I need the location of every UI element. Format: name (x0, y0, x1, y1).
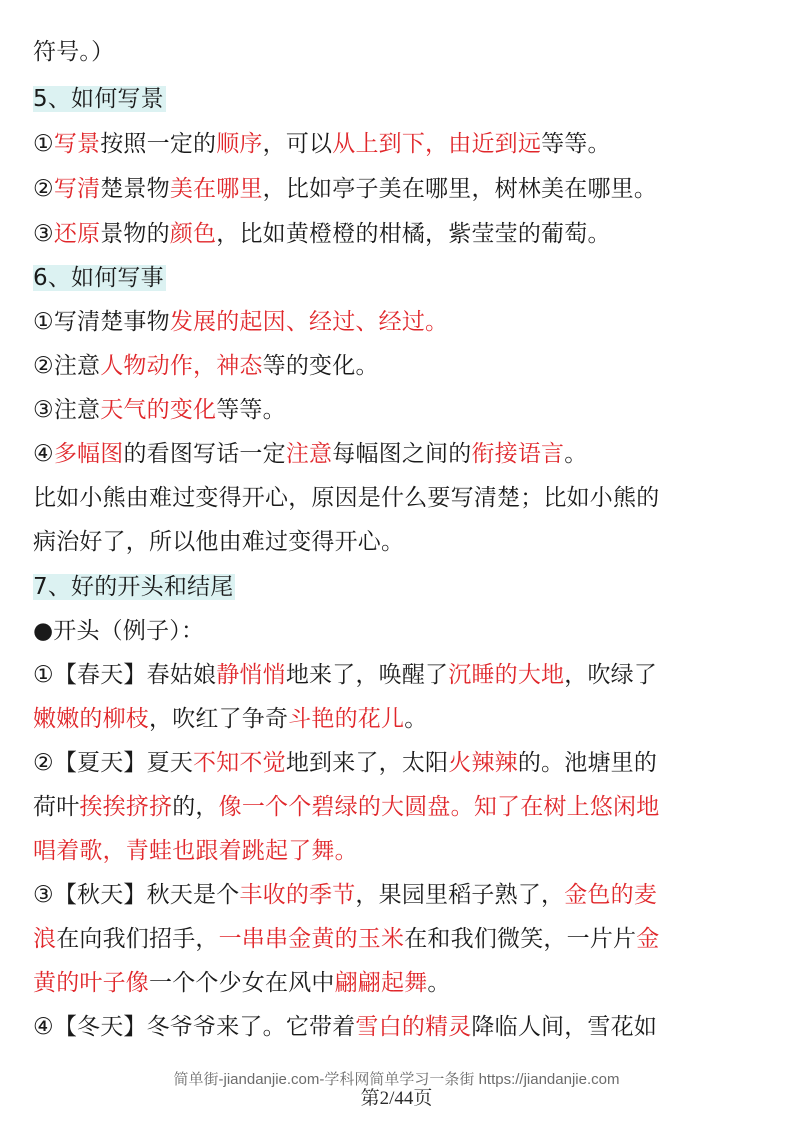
text-line (33, 167, 657, 211)
text-line (33, 520, 404, 564)
highlighted-phrase: 翩翩起舞 (334, 970, 428, 996)
highlighted-phrase: 挨挨挤挤 (79, 794, 173, 820)
highlighted-phrase: 人物动作，神态 (100, 353, 263, 379)
text-segment: ，果园里稻子熟了， (355, 882, 565, 908)
highlighted-phrase: 金 (636, 926, 660, 952)
text-segment: 。 (404, 706, 428, 732)
highlighted-phrase: 天气的变化 (100, 397, 217, 423)
text-segment: 7、好的开头和结尾 (33, 574, 234, 600)
text-segment: 一个个少女在风中 (149, 970, 335, 996)
text-segment: 荷叶 (33, 794, 80, 820)
text-line (33, 432, 587, 476)
highlighted-phrase: 顺序 (216, 131, 263, 157)
highlighted-phrase: 颜色 (169, 221, 217, 247)
section-heading (33, 256, 166, 300)
text-segment: ②注意 (33, 353, 101, 379)
text-line (33, 476, 659, 520)
highlighted-phrase: 衔接语言 (471, 441, 565, 467)
text-segment: 符号。） (33, 39, 115, 65)
section-heading (33, 565, 235, 609)
highlighted-phrase: 多幅图 (53, 441, 124, 467)
footer-watermark: 简单街-jiandanjie.com-学科网简单学习一条街 https://jiandanjie.com (173, 1071, 620, 1088)
highlighted-phrase: 发展的起因、经过、经过。 (169, 309, 449, 335)
text-line (33, 344, 379, 388)
highlighted-phrase: 丰收的季节 (239, 882, 356, 908)
text-segment: 等等。 (541, 131, 611, 157)
text-line (33, 122, 611, 166)
text-segment: 等的变化。 (262, 353, 379, 379)
highlighted-phrase: 美在哪里 (169, 176, 263, 202)
highlighted-phrase: 写清 (53, 176, 101, 202)
text-segment: 在向我们招手， (56, 926, 219, 952)
highlighted-phrase: 金色的麦 (564, 882, 658, 908)
text-line (33, 30, 114, 74)
highlighted-phrase: 静悄悄 (216, 662, 286, 688)
text-line (33, 785, 659, 829)
text-segment: 5、如何写景 (33, 86, 164, 112)
text-segment: 每幅图之间的 (332, 441, 472, 467)
text-segment: 的看图写话一定 (123, 441, 286, 467)
text-segment: 按照一定的 (100, 131, 217, 157)
text-segment: ②【夏天】夏天 (33, 750, 194, 776)
text-segment: 地来了，唤醒了 (285, 662, 449, 688)
text-segment: 病治好了，所以他由难过变得开心。 (33, 529, 405, 555)
text-segment: ●开头（例子）： (33, 618, 205, 644)
highlighted-phrase: 黄的叶子像 (33, 970, 149, 996)
text-segment: ④ (33, 441, 54, 467)
text-segment: 的， (172, 794, 219, 820)
text-segment: 地到来了，太阳 (285, 750, 449, 776)
text-segment: ，比如黄橙橙的柑橘，紫莹莹的葡萄。 (216, 221, 611, 247)
text-segment: 在和我们微笑，一片片 (404, 926, 637, 952)
text-segment: ，比如亭子美在哪里，树林美在哪里。 (262, 176, 658, 202)
highlighted-phrase: 嫩嫩的柳枝 (33, 706, 149, 732)
text-line (33, 917, 659, 961)
text-segment: ③注意 (33, 397, 101, 423)
highlighted-phrase: 注意 (285, 441, 333, 467)
text-segment: 降临人间，雪花如 (471, 1014, 658, 1040)
text-segment: 景物的 (100, 221, 170, 247)
highlighted-phrase: 雪白的精灵 (355, 1014, 472, 1040)
text-line (33, 388, 286, 432)
highlighted-phrase: 写景 (53, 131, 101, 157)
text-segment: 6、如何写事 (33, 265, 164, 291)
highlighted-phrase: 从上到下，由近到远 (332, 131, 542, 157)
text-line (33, 741, 657, 785)
text-segment: ② (33, 176, 54, 202)
text-segment: ③【秋天】秋天是个 (33, 882, 240, 908)
highlighted-phrase: 浪 (33, 926, 57, 952)
text-segment: 比如小熊由难过变得开心，原因是什么要写清楚；比如小熊的 (33, 485, 660, 511)
highlighted-phrase: 沉睡的大地 (448, 662, 565, 688)
text-line (33, 300, 448, 344)
highlighted-phrase: 斗艳的花儿 (288, 706, 405, 732)
text-segment: 等等。 (216, 397, 286, 423)
text-line (33, 1005, 657, 1049)
highlighted-phrase: 不知不觉 (193, 750, 286, 776)
text-segment: ③ (33, 221, 54, 247)
text-segment: 楚景物 (100, 176, 170, 202)
text-line (33, 609, 204, 653)
highlighted-phrase: 像一个个碧绿的大圆盘。知了在树上悠闲地 (218, 794, 660, 820)
text-segment: 。 (564, 441, 588, 467)
text-line (33, 961, 451, 1005)
section-heading (33, 77, 166, 121)
text-segment: ，可以 (262, 131, 333, 157)
text-segment: ① (33, 131, 54, 157)
highlighted-phrase: 还原 (53, 221, 101, 247)
text-segment: 。 (427, 970, 451, 996)
text-line (33, 653, 657, 697)
text-segment: ①【春天】春姑娘 (33, 662, 217, 688)
text-line (33, 212, 611, 256)
highlighted-phrase: 唱着歌，青蛙也跟着跳起了舞。 (33, 838, 358, 864)
highlighted-phrase: 火辣辣 (448, 750, 518, 776)
highlighted-phrase: 一串串金黄的玉米 (218, 926, 405, 952)
text-line (33, 873, 657, 917)
text-line (33, 697, 427, 741)
text-segment: 的。池塘里的 (517, 750, 658, 776)
text-segment: ④【冬天】冬爷爷来了。它带着 (33, 1014, 356, 1040)
text-segment: ，吹红了争奇 (149, 706, 289, 732)
text-segment: ①写清楚事物 (33, 309, 170, 335)
text-line (33, 829, 358, 873)
text-segment: ，吹绿了 (564, 662, 658, 688)
page-number: 第2/44页 (360, 1088, 433, 1109)
